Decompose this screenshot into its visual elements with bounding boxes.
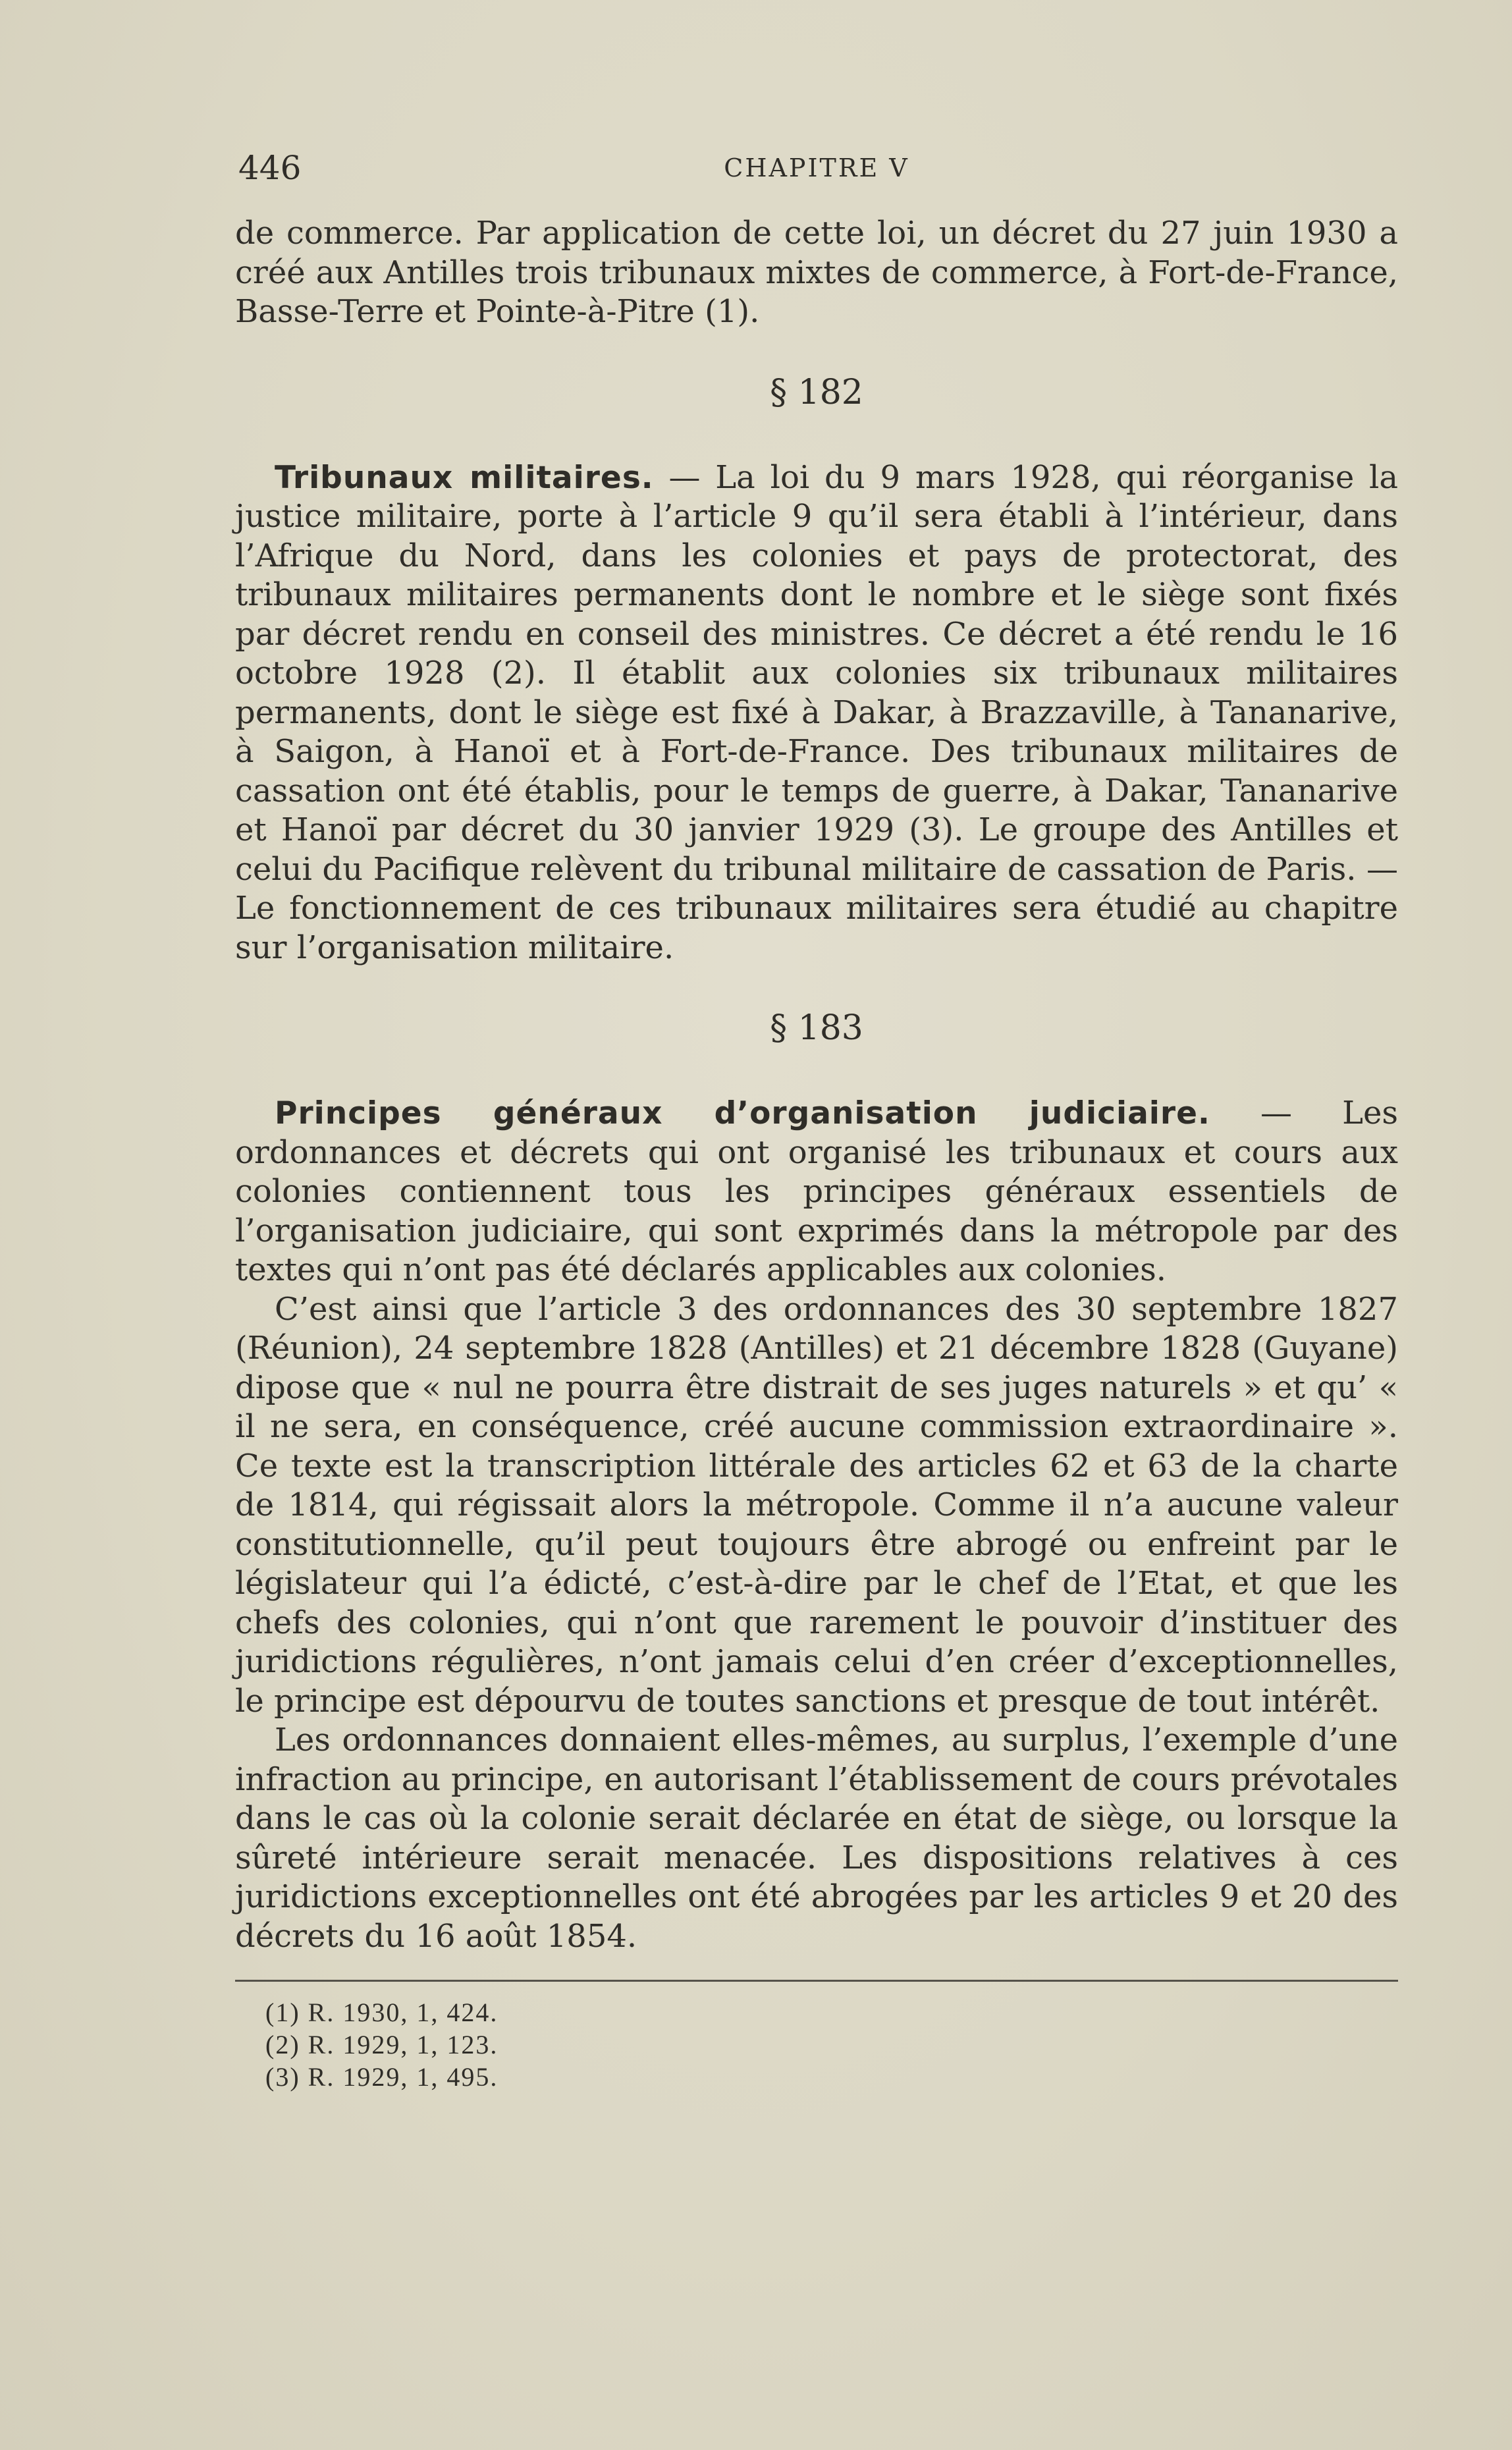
section-183-paragraph-2: C’est ainsi que l’article 3 des ordonnances des 30 septembre 1827 (Réunion), 24 septembre 1828 (Antilles) et 21 décembre 1828 (Guyane) dipose que « nul ne pourra être distrait de ses juges naturels » et qu’ « il ne sera, en conséquence, créé aucune commission extraordinaire ». Ce texte est la transcription littérale des articles 62 et 63 de la charte de 1814, qui régissait alors la métropole. Comme il n’a aucune valeur constitutionnelle, qu’il peut toujours être abrogé ou enfreint par le législateur qui l’a édicté, c’est-à-dire par le chef de l’Etat, et que les chefs des colonies, qui n’ont que rarement le pouvoir d’instituer des juridictions régulières, n’ont jamais celui d’en créer d’exceptionnelles, le principe est dépourvu de toutes sanctions et presque de tout intérêt. (235, 1290, 1398, 1720)
section-183-paragraph-1 (235, 1094, 1398, 1290)
running-head (235, 142, 1398, 194)
footnotes (265, 1996, 1398, 2093)
section-182-body: — La loi du 9 mars 1928, qui réorganise la justice militaire, porte à l’article 9 qu’il sera établi à l’intérieur, dans l’Afrique du Nord, dans les colonies et pays de protectorat, des tribunaux militaires permanents dont le nombre et le siège sont fixés par décret rendu en conseil des ministres. Ce décret a été rendu le 16 octobre 1928 (2). Il établit aux colonies six tribunaux militaires permanents, dont le siège est fixé à Dakar, à Brazzaville, à Tananarive, à Saigon, à Hanoï et à Fort-de-France. Des tribunaux militaires de cassation ont été établis, pour le temps de guerre, à Dakar, Tananarive et Hanoï par décret du 30 janvier 1929 (3). Le groupe des Antilles et celui du Pacifique relèvent du tribunal militaire de cassation de Paris. — Le fonctionnement de ces tribunaux militaires sera étudié au chapitre sur l’organisation militaire. (235, 458, 1399, 966)
section-number-183: § 183 (770, 1008, 863, 1048)
page-content (235, 142, 1398, 2093)
section-183-body-1: — Les ordonnances et décrets qui ont organisé les tribunaux et cours aux colonies contiennent tous les principes généraux essentiels de l’organisation judiciaire, qui sont exprimés dans la métropole par des textes qui n’ont pas été déclarés applicables aux colonies. (235, 1095, 1398, 1288)
footnote-2: (2) R. 1929, 1, 123. (265, 2030, 499, 2059)
footnote-3: (3) R. 1929, 1, 495. (265, 2062, 499, 2092)
continuation-paragraph: de commerce. Par application de cette loi, un décret du 27 juin 1930 a créé aux Antilles trois tribunaux mixtes de commerce, à Fort-de-France, Basse-Terre et Pointe-à-Pitre (1). (235, 215, 1398, 330)
footnote-divider (235, 1980, 1398, 1982)
section-183-paragraph-3: Les ordonnances donnaient elles-mêmes, au surplus, l’exemple d’une infraction au principe, en autorisant l’établissement de cours prévotales dans le cas où la colonie serait déclarée en état de siège, ou lorsque la sûreté intérieure serait menacée. Les dispositions relatives à ces juridictions exceptionnelles ont été abrogées par les articles 9 et 20 des décrets du 16 août 1854. (235, 1722, 1398, 1955)
section-183-heading: Principes généraux d’organisation judiciaire. (275, 1095, 1210, 1131)
footnote-1: (1) R. 1930, 1, 424. (265, 1998, 499, 2027)
page-number: 446 (238, 149, 302, 187)
section-182-paragraph (235, 458, 1398, 968)
chapter-title: CHAPITRE V (724, 153, 909, 182)
section-182-heading: Tribunaux militaires. (275, 459, 654, 496)
section-number-182: § 182 (770, 372, 863, 412)
